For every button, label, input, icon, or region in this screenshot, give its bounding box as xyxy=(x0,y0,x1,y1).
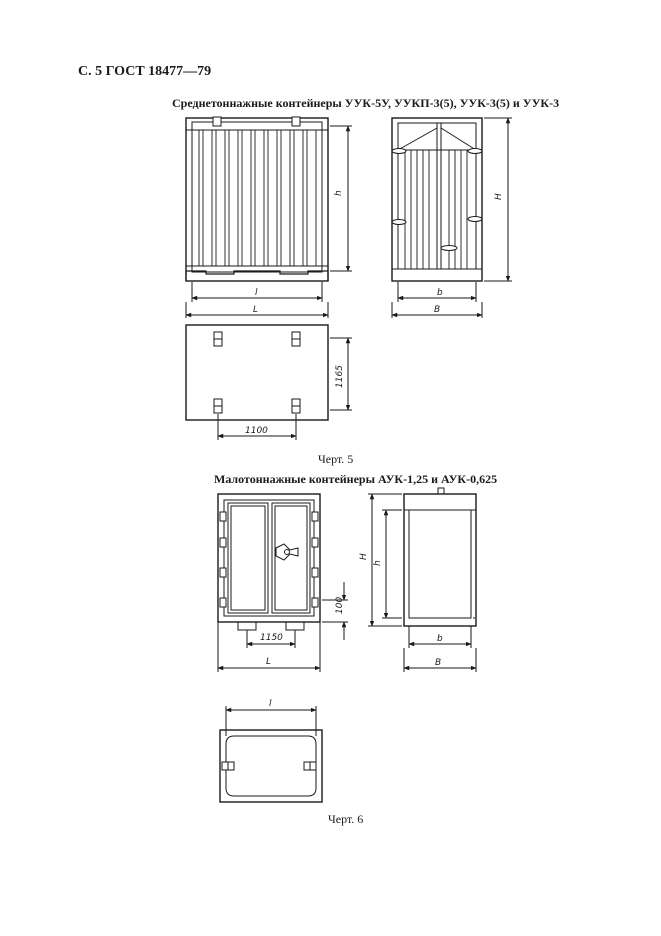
fig5-dim-h: h xyxy=(334,190,344,196)
fig6-side-view xyxy=(368,488,476,672)
fig6-dim-H: H xyxy=(359,553,369,560)
fig5-plan-view xyxy=(186,325,352,440)
fig6-dim-1150: 1150 xyxy=(260,633,283,643)
fig5-dim-b: b xyxy=(437,288,443,298)
fig5-dim-l: l xyxy=(255,288,258,298)
fig5-dim-H: H xyxy=(494,193,504,200)
fig6-dim-b: b xyxy=(437,634,443,644)
fig6-dim-l: l xyxy=(269,699,272,709)
fig6-dim-L: L xyxy=(266,657,272,667)
fig5-dim-L: L xyxy=(253,305,259,315)
fig5-side-view xyxy=(392,118,512,318)
fig5-front-view xyxy=(186,117,352,318)
fig6-dim-100: 100 xyxy=(335,596,345,614)
page-header: С. 5 ГОСТ 18477—79 xyxy=(78,64,212,79)
fig5-dim-1165: 1165 xyxy=(335,365,345,388)
fig5-dim-1100: 1100 xyxy=(245,426,268,436)
figure-6-caption: Черт. 6 xyxy=(328,812,364,826)
figure-5-caption: Черт. 5 xyxy=(318,452,354,466)
figure-5-title: Среднетоннажные контейнеры УУК-5У, УУКП-3(5), УУК-3(5) и УУК-3 xyxy=(172,96,560,110)
fig6-dim-h: h xyxy=(373,560,383,566)
fig6-plan-view xyxy=(220,706,322,802)
fig6-front-view xyxy=(218,494,348,672)
figure-6-title: Малотоннажные контейнеры АУК-1,25 и АУК-0,625 xyxy=(214,472,498,486)
fig5-dim-B: B xyxy=(434,305,441,315)
fig6-dim-B: B xyxy=(435,658,442,668)
